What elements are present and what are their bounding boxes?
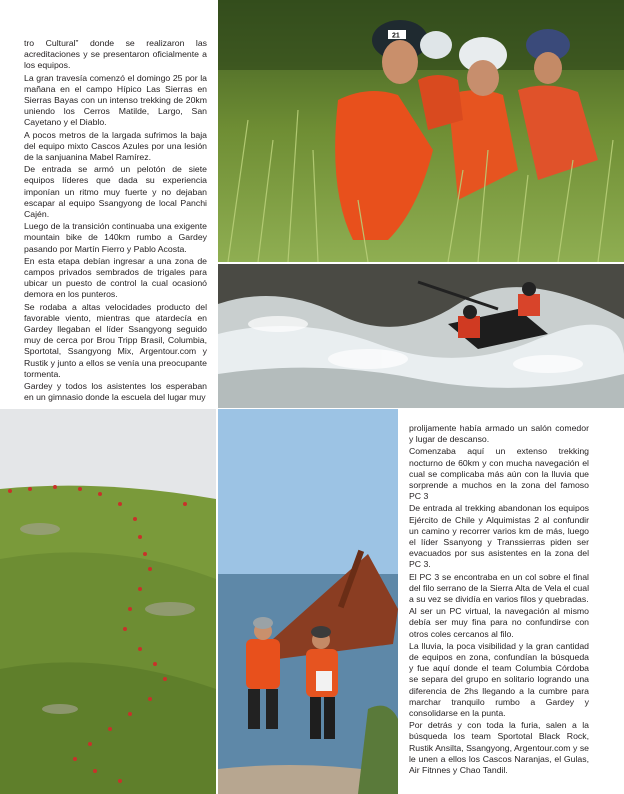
paragraph: En esta etapa debían ingresar a una zona de campos privados sembrados de trigales para ubicar un puesto de control la cual ocasionó demora en los punteros. (24, 255, 207, 300)
paragraph: Por detrás y con toda la furia, salen a la búsqueda los team Sportotal Black Rock, Rustik Ansilta, Ssangyong, Argentour.com y se le unen a ellos los Cascos Naranjas, el Gulas, Air Fitnnes y Chao Tandil. (409, 720, 589, 776)
right-text-column (409, 423, 589, 777)
paragraph: Comenzaba aquí un extenso trekking nocturno de 60km y con mucha navegación el cual se complicaba más aún con la lluvia que sorprende a muchos en la zona del famoso PC 3 (409, 446, 589, 502)
rafting-photo (218, 264, 624, 408)
paragraph: Al ser un PC virtual, la navegación al mismo debía ser muy fina para no confundirse con otros coles cercanos al filo. (409, 606, 589, 639)
paragraph: La lluvia, la poca visibilidad y la gran cantidad de equipos en zona, confundían la búsqueda y fue aquí donde el team Columbia Córdoba se separa del grupo en solitario logrando una diferencia de 2hs llegando a la cumbre para marchar tranquilo rumbo a Gardey y consolidarse en la punta. (409, 640, 589, 719)
paragraph: De entrada al trekking abandonan los equipos Ejército de Chile y Alquimistas 2 al confundir un camino y recorrer varios km de más, luego el líder Ssanyong y Transsierras piden ser evacuados por sus asistentes en la zona del PC 3. (409, 503, 589, 570)
paragraph: tro Cultural” donde se realizaron las acreditaciones y se presentaron oficialmente a los equipos. (24, 38, 207, 71)
paragraph: La gran travesía comenzó el domingo 25 por la mañana en el campo Hípico Las Sierras en Sierras Bayas con un intenso trekking de 20km uniendo los Cerros Matilde, Largo, San Cayetano y el Diablo. (24, 72, 207, 128)
paragraph: prolijamente había armado un salón comedor y lugar de descanso. (409, 423, 589, 445)
paragraph: Se rodaba a altas velocidades producto del favorable viento, mientras que atardecía en Gardey llegaban el líder Ssangyong seguido muy de cerca por Brou Tripp Brasil, Columbia, Sportotal, Ssangyong Mix, Argentour.com y Rustik y junto a ellos se venía una preocupante tormenta. (24, 301, 207, 379)
paragraph: A pocos metros de la largada sufrimos la baja del equipo mixto Cascos Azules por una lesión de la sanjuanina Mabel Ramírez. (24, 129, 207, 163)
bib-number: 21 (392, 32, 400, 40)
hillside-trek-photo (0, 409, 216, 794)
shipwreck-trek-photo (218, 409, 398, 794)
paragraph: Luego de la transición continuaba una exigente mountain bike de 140km rumbo a Gardey pasando por Martín Fierro y Pablo Acosta. (24, 221, 207, 254)
paragraph: Gardey y todos los asistentes los esperaban en un gimnasio donde la escuela del lugar muy (24, 381, 207, 403)
paragraph: De entrada se armó un pelotón de siete equipos líderes que dada su experiencia imponían un ritmo muy fuerte y no dejaban escapar al equipo Ssangyong de local Panchi Cajén. (24, 164, 207, 220)
cyclists-photo (218, 0, 624, 262)
paragraph: El PC 3 se encontraba en un col sobre el final del filo serrano de la Sierra Alta de Vela el cual a su vez se dividía en varios filos y quebradas. (409, 571, 589, 605)
left-text-column (24, 38, 207, 405)
